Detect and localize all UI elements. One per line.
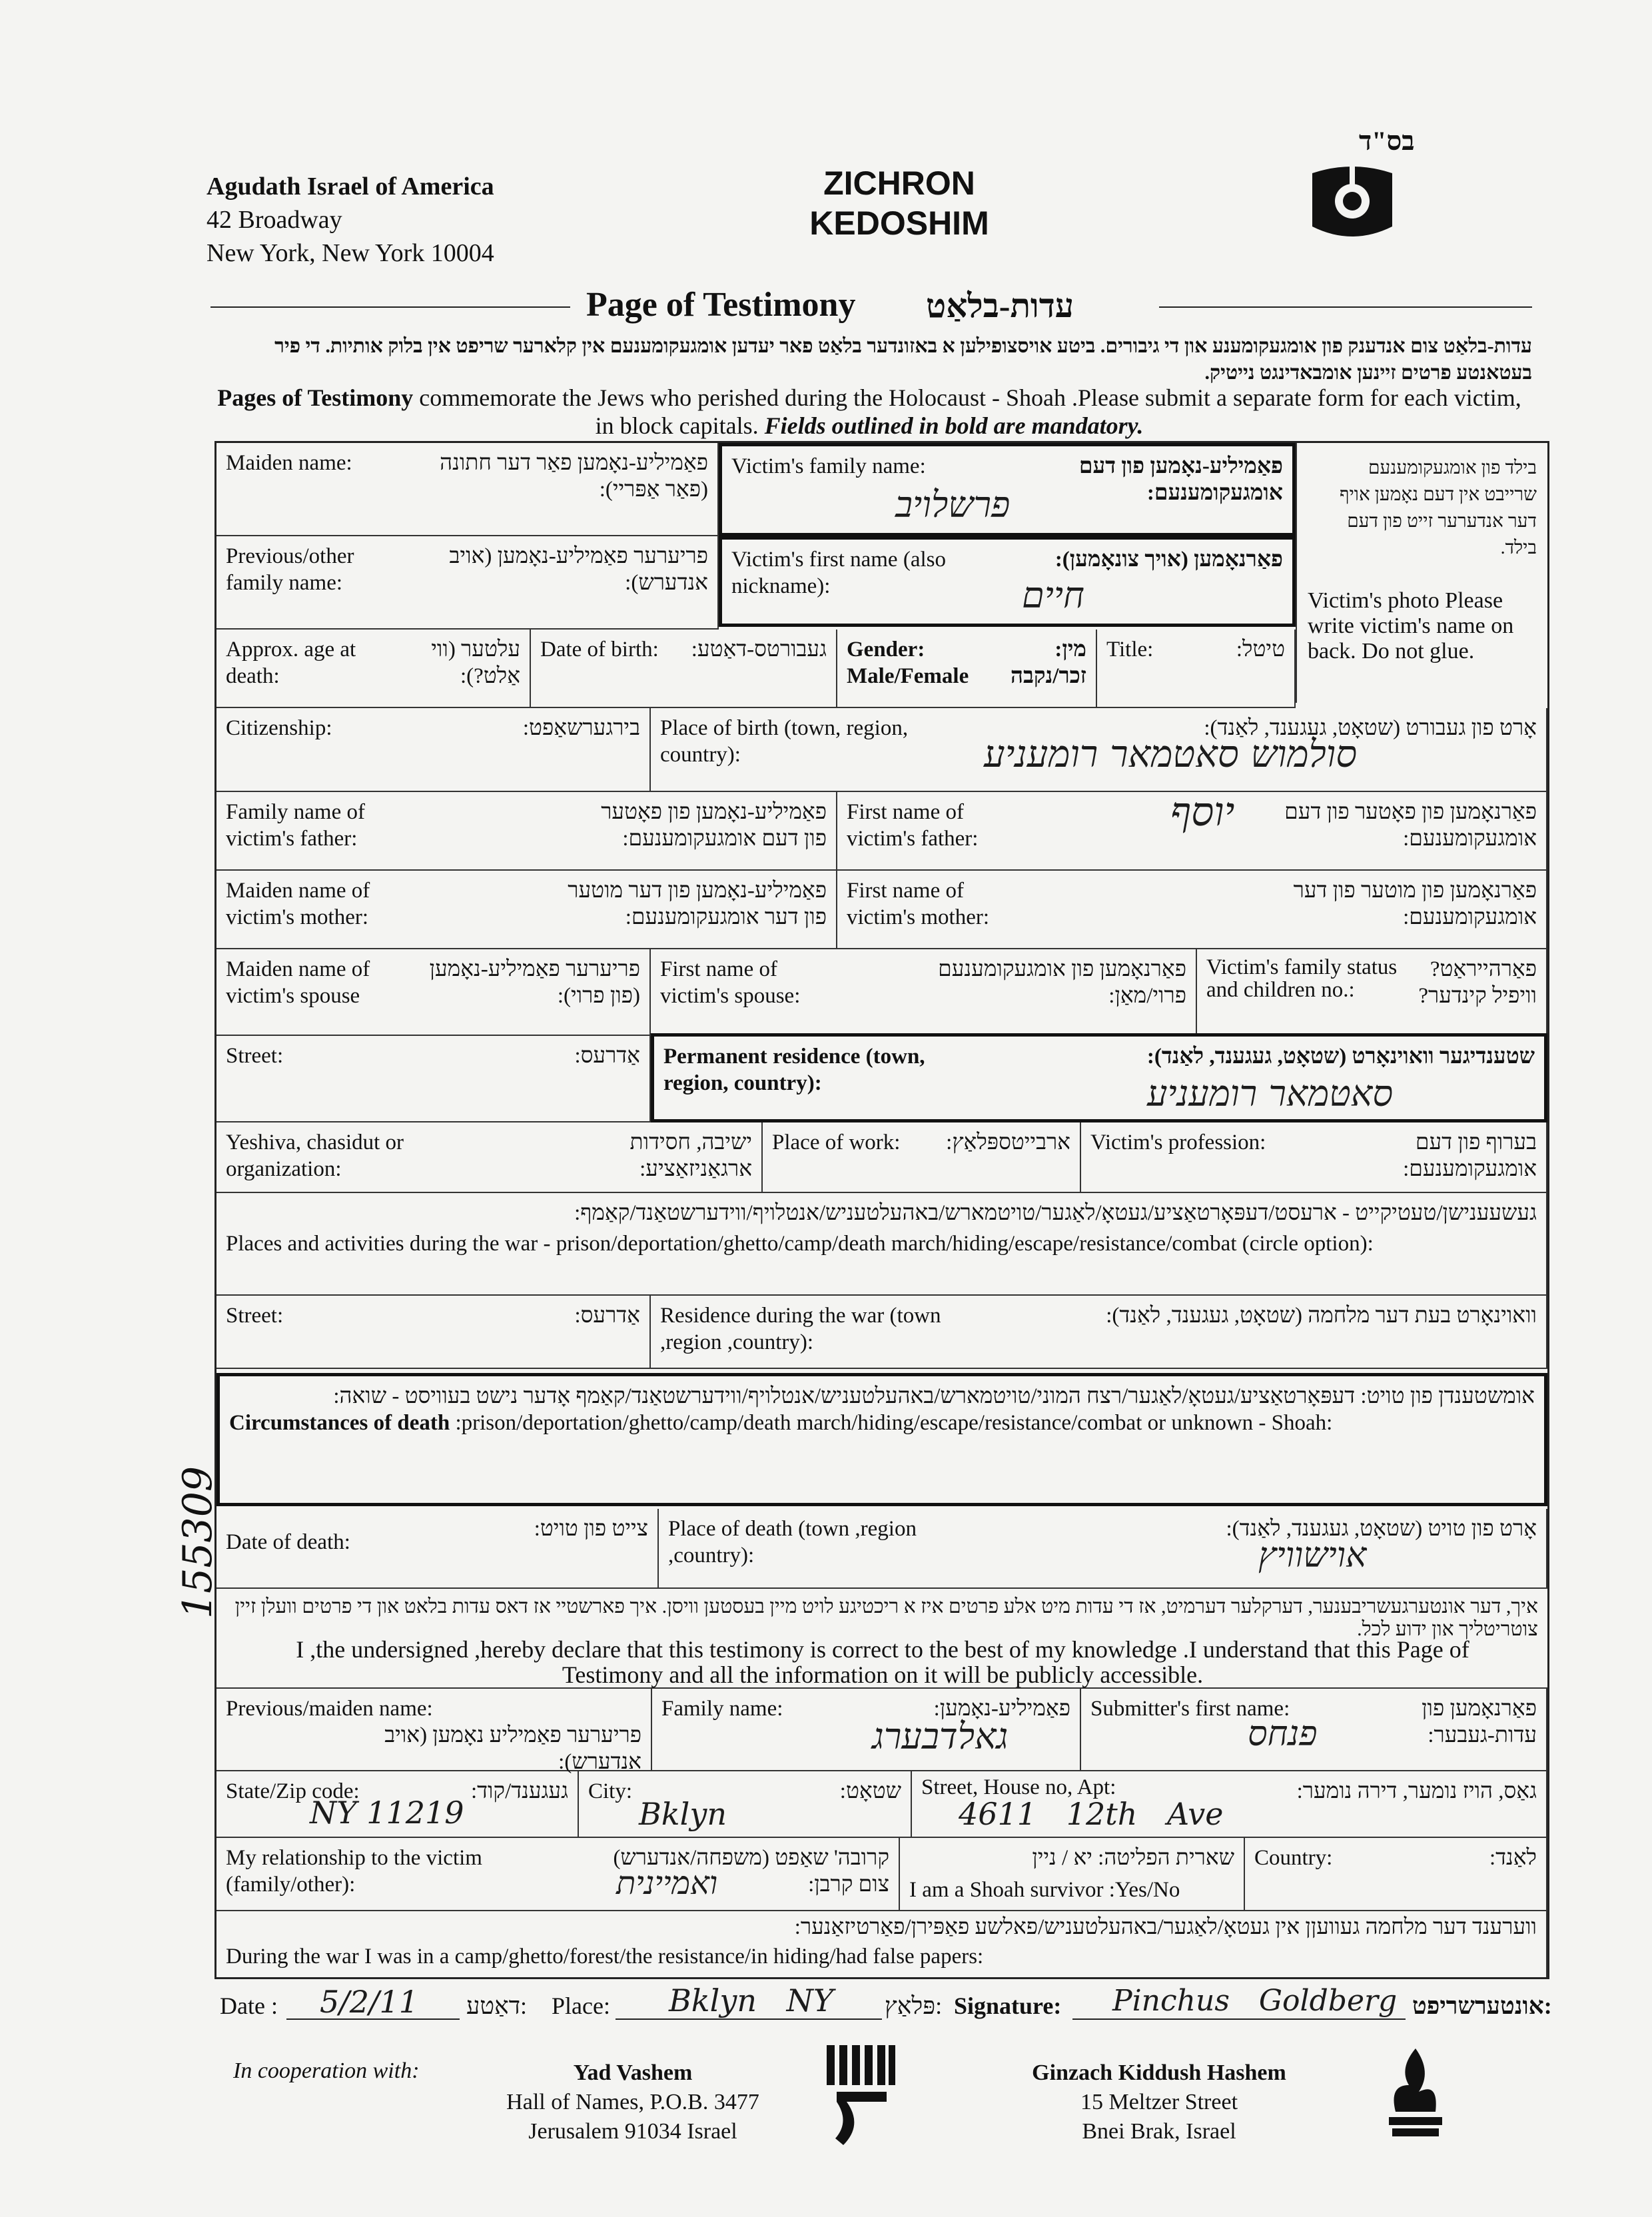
ginzach-block [979, 2058, 1339, 2146]
spouse-maiden-name-field[interactable] [216, 949, 651, 1036]
field-label: Place of death (town ,region ,country): [668, 1517, 917, 1567]
mother-maiden-name-field[interactable] [216, 871, 837, 949]
field-label: Victim's family name: [731, 454, 926, 478]
yad-vashem-block [466, 2058, 799, 2146]
victim-photo-box[interactable] [1296, 443, 1547, 703]
field-label: Place of work: [772, 1130, 901, 1154]
field-label: My relationship to the victim (family/other): [226, 1846, 482, 1897]
field-label-hebrew: פאַמיליע-נאָמען פון דער מוטער פון דער אומגעקומענעם: [568, 879, 827, 929]
field-label-hebrew: פאַרנאָמען פון אומגעקומענעם פרוי/מאַן: [938, 957, 1186, 1008]
field-label-hebrew: געבורטס-דאַטע: [691, 638, 827, 662]
city-value: Bklyn [639, 1796, 727, 1832]
father-first-name-field[interactable] [837, 789, 1547, 871]
field-label: Maiden name of victim's spouse [226, 957, 370, 1008]
war-activities-field[interactable] [216, 1193, 1547, 1296]
war-street-field[interactable] [216, 1296, 651, 1369]
gender-field[interactable] [837, 630, 1097, 708]
field-label: Street, House no, Apt: [921, 1775, 1116, 1799]
father-family-name-field[interactable] [216, 792, 837, 871]
field-label-hebrew: פאַרנאָמען (אויך צונאָמען): [1054, 548, 1283, 572]
yad-vashem-address2: Jerusalem 91034 Israel [528, 2119, 737, 2144]
ginzach-name: Ginzach Kiddush Hashem [1032, 2060, 1286, 2085]
photo-instructions-hebrew: בילד פון אומגעקומענעם שרייבט אין דעם נאָמען אויף דער אנדערער זייט פון דעם בילד. [1339, 458, 1537, 558]
field-label: State/Zip code: [226, 1779, 360, 1803]
field-label-hebrew: לאַנד: [1489, 1846, 1537, 1870]
during-war-field[interactable] [216, 1911, 1547, 1977]
intro-mandatory-note: Fields outlined in bold are mandatory. [764, 412, 1144, 439]
place-of-death-value: אוישוויץ [1258, 1536, 1367, 1575]
field-label: Date of birth: [540, 638, 659, 662]
field-label: Street: [226, 1304, 284, 1328]
date-of-death-field[interactable] [216, 1509, 659, 1589]
field-label: First name of victim's mother: [847, 879, 990, 929]
field-label-hebrew: אָרט פון געבורט (שטאָט, געגענד, לאַנד): [1204, 716, 1537, 740]
field-label: Date of death: [226, 1530, 350, 1554]
field-label-hebrew: קרובה' שאַפט (משפחה/אנדערש) צום קרבן: [613, 1846, 889, 1897]
place-value: Bklyn NY [669, 1983, 834, 2018]
declaration-hebrew: איך, דער אונטערגעשריבענער, דערקלער דערמיט, אז די עדות מיט אלע פרטים איז א ריכטיגע לויט מיין בעסטען וויסן. איך פארשטיי אז דאס עדות בלאט און די פרטים וועלן זיין צוטריטליך און ידוע לכל. [234, 1595, 1538, 1640]
family-status-field[interactable] [1197, 949, 1547, 1036]
field-label-hebrew: פריערער פאַמיליע-נאָמען (אויב אנדערש): [449, 544, 708, 595]
field-label: Yeshiva, chasidut or organization: [226, 1130, 404, 1181]
field-label: Victim's family status and children no.: [1206, 955, 1398, 1002]
page-title-hebrew: עדות-בלאַט [926, 287, 1074, 324]
project-line1: ZICHRON [823, 165, 975, 202]
field-label-hebrew: פאַמיליע-נאָמען פאַר דער חתונה (פאַר אַפּריי): [440, 451, 708, 502]
page-title: Page of Testimony [586, 286, 856, 324]
mother-first-name-field[interactable] [837, 871, 1547, 949]
field-label-hebrew: פאַרנאָמען פון פאָטער פון דעם אומגעקומענעם: [1284, 800, 1537, 851]
field-label-hebrew: געגענד/קוד: [470, 1779, 568, 1803]
agudath-logo-icon [1306, 160, 1399, 246]
street-house-field[interactable] [912, 1771, 1547, 1838]
cooperation-label: In cooperation with: [233, 2058, 420, 2083]
place-of-death-field[interactable] [659, 1509, 1547, 1589]
project-title [746, 163, 1052, 243]
field-label: Place of birth (town, region, country): [660, 716, 909, 767]
field-label: Title: [1106, 638, 1154, 662]
field-label-hebrew: פריערער פאַמיליע-נאָמען (פון פרוי): [429, 957, 640, 1008]
submitter-family-name-value: גאלדבערג [872, 1715, 1009, 1757]
yad-vashem-address1: Hall of Names, P.O.B. 3477 [506, 2090, 759, 2114]
field-label: Permanent residence (town, region, country): [663, 1045, 925, 1095]
bsd-mark: בס"ד [1359, 126, 1415, 156]
street-house-value: 4611 12th Ave [959, 1796, 1224, 1832]
declaration [216, 1589, 1547, 1689]
photo-instructions: Victim's photo Please write victim's name on back. Do not glue. [1308, 588, 1514, 664]
field-label: Maiden name: [226, 451, 352, 475]
victim-family-name-value: פרשלויב [895, 484, 1011, 526]
date-value: 5/2/11 [320, 1984, 419, 2020]
place-label-hebrew: פּלאַץ: [885, 1993, 943, 2019]
street-field[interactable] [216, 1036, 651, 1122]
victim-first-name-field[interactable] [719, 536, 1296, 627]
date-label-hebrew: דאַטע: [466, 1993, 528, 2019]
org-name: Agudath Israel of America [206, 173, 494, 201]
field-label-hebrew: בירגערשאַפט: [522, 716, 640, 740]
field-label-hebrew: פריערער פאַמיליע נאָמען (אויב אנדערש): [384, 1723, 641, 1774]
field-label: Previous/maiden name: [226, 1697, 433, 1721]
victim-first-name-value: חיים [1022, 574, 1084, 616]
profession-field[interactable] [1081, 1122, 1547, 1193]
field-label-hebrew: געשעענישן/טעטיקייט - ארעסט/דעפּאָרטאַציע/געטאָ/לאַגער/טויטמארש/באהעלטעניש/אנטלויף/ווידערשטאַנד/קאַמף: [574, 1201, 1537, 1225]
field-label: Maiden name of victim's mother: [226, 879, 370, 929]
field-label-hebrew: אָרט פון טויט (שטאָט, געגענד, לאַנד): [1226, 1517, 1537, 1541]
signature-label: Signature: [954, 1993, 1062, 2019]
org-address-line1: 42 Broadway [206, 206, 342, 234]
field-label-hebrew: שטענדיגער וואוינאָרט (שטאָט, געגענד, לאַנד): [1146, 1045, 1535, 1069]
field-label: City: [588, 1779, 633, 1803]
field-label-hebrew: צייט פון טויט: [534, 1517, 648, 1541]
circumstances-label: :prison/deportation/ghetto/camp/death march/hiding/escape/resistance/combat or unknown - Shoah: [450, 1411, 1333, 1435]
ginzach-address2: Bnei Brak, Israel [1082, 2119, 1236, 2144]
field-label: Victim's profession: [1090, 1130, 1266, 1154]
signature-line[interactable] [1072, 1984, 1406, 2020]
testimony-form [214, 441, 1549, 1979]
field-label-hebrew: פאַרנאָמען פון מוטער פון דער אומגעקומענעם: [1293, 879, 1537, 929]
field-label: Previous/other family name: [226, 544, 354, 595]
place-of-birth-value: סולמוש סאטמאר רומעניע [984, 733, 1358, 776]
citizenship-field[interactable] [216, 708, 651, 792]
field-label: First name of victim's spouse: [660, 957, 801, 1008]
yad-vashem-name: Yad Vashem [573, 2060, 693, 2085]
field-label: Gender: Male/Female [847, 638, 969, 688]
field-label: Family name of victim's father: [226, 800, 365, 851]
permanent-residence-field[interactable] [651, 1033, 1547, 1122]
maiden-name-field[interactable] [216, 443, 719, 536]
field-label: Places and activities during the war - prison/deportation/ghetto/camp/death march/hiding/escape/resistance/combat (circle option): [226, 1232, 1374, 1256]
city-field[interactable] [579, 1771, 912, 1838]
field-label-hebrew: פאַמיליע-נאָמען פון פאָטער פון דעם אומגעקומענעם: [601, 800, 827, 851]
field-label: Submitter's first name: [1090, 1697, 1290, 1721]
submitter-first-name-value: פנחס [1248, 1714, 1318, 1754]
relationship-field[interactable] [216, 1838, 900, 1911]
declaration-english: I ,the undersigned ,hereby declare that this testimony is correct to the best of my knowledge .I understand that this Page of Testimony and all the information on it will be publicly accessible. [296, 1636, 1469, 1688]
victim-family-name-field[interactable] [719, 443, 1296, 536]
date-line[interactable] [286, 1984, 460, 2020]
field-label-hebrew: ווערענד דער מלחמה געוועןן אין געטאָ/לאַגער/באהעלטעניש/פאלשע פאַפּירן/פאַרטיזאַנער: [794, 1915, 1537, 1939]
field-label-hebrew: פאַמיליע-נאָמען פון דעם אומגעקומענעם: [1078, 454, 1283, 505]
title-rule-left [210, 306, 570, 308]
submitter-previous-name-field[interactable] [216, 1689, 652, 1774]
intro-hebrew: עדות-בלאַט צום אנדענק פון אומגעקומענע און די גיבורים. ביטע אויסצופילען א באזונדער בלאַט פאר יעדען אומגעקומענעם אין קלארער שריפט אין בלוק אותיות. די פיר בעטאנטע פרטים זיינען אומבאדינגט נייטיק. [274, 335, 1532, 384]
place-label: Place: [552, 1993, 610, 2019]
title-rule-right [1159, 306, 1532, 308]
field-label-hebrew: טיטל: [1236, 638, 1285, 662]
field-label: Citizenship: [226, 716, 332, 740]
field-label-hebrew: אומשטענדן פון טויט: דעפּאָרטאַציע/געטאָ/לאַגער/רצח המוני/טויטמארש/באהעלטעניש/אנטלויף/ווידערשטאַנד/קאַמף אָדער נישט בעוויסט - שואה: [333, 1384, 1535, 1408]
father-first-name-value: יוסף [1170, 789, 1235, 835]
field-label: Approx. age at death: [226, 638, 356, 688]
field-label-hebrew: פאַמיליע-נאָמען: [933, 1697, 1070, 1721]
intro-english [206, 384, 1532, 440]
submitter-family-name-field[interactable] [652, 1689, 1081, 1771]
state-zip-value: NY 11219 [310, 1795, 464, 1831]
approx-age-field[interactable] [216, 630, 531, 708]
place-of-work-field[interactable] [763, 1122, 1081, 1193]
previous-family-name-field[interactable] [216, 536, 719, 630]
intro-bold: Pages of Testimony [217, 384, 414, 411]
title-field[interactable] [1097, 630, 1296, 708]
field-label: I am a Shoah survivor :Yes/No [909, 1878, 1180, 1902]
archive-number: 155309 [175, 1466, 221, 1619]
field-label-hebrew: בערוף פון דעם אומגעקומענעם: [1403, 1130, 1537, 1181]
place-of-birth-field[interactable] [651, 708, 1547, 792]
country-field[interactable] [1245, 1838, 1547, 1911]
field-label-hebrew: פאַרהייראַט? וויפיל קינדער? [1418, 957, 1537, 1008]
field-label: First name of victim's father: [847, 800, 979, 851]
state-zip-field[interactable] [216, 1771, 579, 1838]
organization-block [206, 170, 494, 270]
signature-value: Pinchus Goldberg [1112, 1984, 1398, 2018]
circumstances-bold-label: Circumstances of death [229, 1411, 450, 1435]
place-line[interactable] [616, 1983, 882, 2020]
survivor-field[interactable] [900, 1838, 1245, 1911]
field-label: Victim's first name (also nickname): [731, 548, 946, 598]
yeshiva-field[interactable] [216, 1122, 763, 1193]
org-address-line2: New York, New York 10004 [206, 239, 494, 267]
field-label: During the war I was in a camp/ghetto/forest/the resistance/in hiding/had false papers: [226, 1945, 984, 1969]
field-label-hebrew: שארית הפליטה: יא / ניין [1032, 1846, 1234, 1870]
field-label-hebrew: ארבייטספּלאַץ: [946, 1130, 1070, 1154]
field-label-hebrew: וואוינאָרט בעת דער מלחמה (שטאָט, געגענד, לאַנד): [1106, 1304, 1537, 1328]
field-label: Residence during the war (town ,region ,country): [660, 1304, 941, 1354]
field-label: Street: [226, 1044, 284, 1068]
permanent-residence-value: סאטמאר רומעניע [1147, 1073, 1394, 1114]
field-label-hebrew: פאַרנאָמען פון עדות-געבער: [1422, 1697, 1537, 1747]
field-label: Family name: [661, 1697, 783, 1721]
ginzach-flame-logo-icon [1379, 2045, 1452, 2145]
yad-vashem-logo-icon [823, 2038, 897, 2152]
field-label-hebrew: מין: זכר/נקבה [1011, 638, 1086, 688]
field-label-hebrew: אַדרעס: [574, 1044, 640, 1068]
field-label-hebrew: שטאָט: [839, 1779, 901, 1803]
intro-text: commemorate the Jews who perished during the Holocaust - Shoah .Please submit a separate form for each victim, in block capitals. [413, 384, 1521, 439]
field-label-hebrew: עלטער (ווי אַלט?): [431, 638, 520, 688]
project-line2: KEDOSHIM [809, 205, 989, 242]
field-label-hebrew: אַדרעס: [574, 1304, 640, 1328]
signature-label-hebrew: אונטערשריפט: [1412, 1993, 1552, 2019]
field-label-hebrew: גאַס, הויז נומער, דירה נומער: [1296, 1779, 1537, 1803]
circumstances-of-death-field[interactable] [216, 1373, 1547, 1506]
date-label: Date : [220, 1993, 278, 2019]
war-residence-field[interactable] [651, 1296, 1547, 1369]
field-label: Country: [1254, 1846, 1333, 1870]
spouse-first-name-field[interactable] [651, 949, 1197, 1036]
field-label-hebrew: ישיבה, חסידות ארגאַניזאַציע: [629, 1130, 752, 1181]
date-of-birth-field[interactable] [531, 630, 837, 708]
ginzach-address1: 15 Meltzer Street [1080, 2090, 1238, 2114]
relationship-value: ואמיינית [616, 1865, 718, 1902]
submitter-first-name-field[interactable] [1081, 1689, 1547, 1771]
